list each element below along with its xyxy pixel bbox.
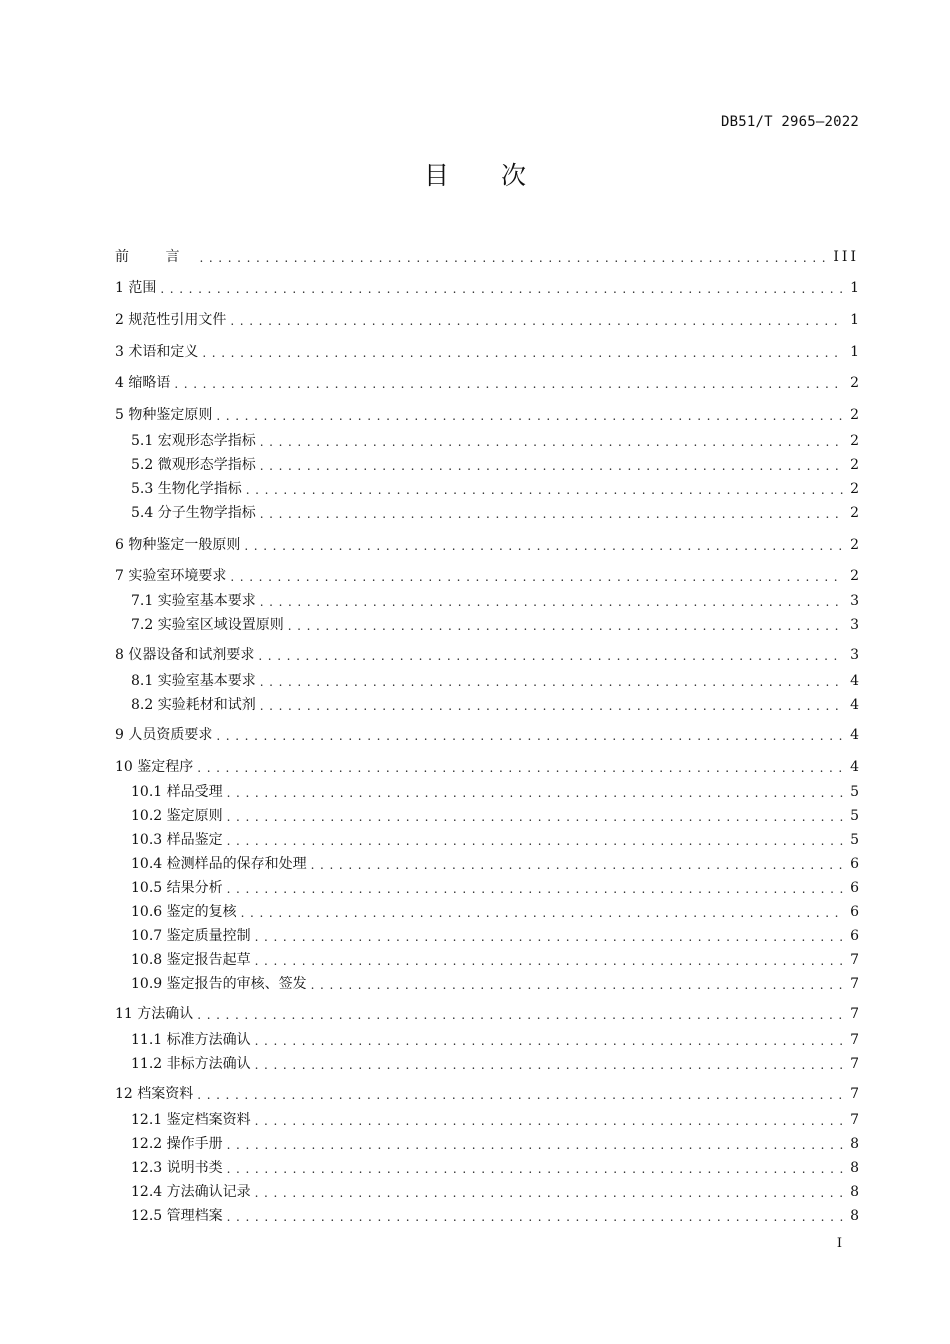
toc-leader-dots xyxy=(197,1084,844,1104)
toc-leader-dots xyxy=(227,830,844,850)
toc-leader-dots xyxy=(197,757,844,777)
toc-entry[interactable] xyxy=(131,591,859,611)
toc-entry-page: 6 xyxy=(850,856,859,872)
toc-entry-label: 2 规范性引用文件 xyxy=(115,312,227,328)
toc-leader-dots xyxy=(216,405,844,425)
toc-entry[interactable] xyxy=(131,878,859,898)
toc-entry-label: 11 方法确认 xyxy=(115,1006,194,1022)
toc-entry-label: 12.4 方法确认记录 xyxy=(131,1184,251,1200)
toc-entry-label: 10.4 检测样品的保存和处理 xyxy=(131,856,307,872)
toc-entry-page: 8 xyxy=(850,1184,859,1200)
toc-entry-page: 7 xyxy=(850,976,859,992)
toc-leader-dots xyxy=(255,1110,844,1130)
toc-entry-label: 11.2 非标方法确认 xyxy=(131,1056,251,1072)
toc-entry-page: 2 xyxy=(850,505,859,521)
toc-entry[interactable] xyxy=(131,1158,859,1178)
toc-entry[interactable] xyxy=(131,503,859,523)
toc-entry-label: 7 实验室环境要求 xyxy=(115,568,227,584)
toc-entry[interactable] xyxy=(131,902,859,922)
toc-entry[interactable] xyxy=(115,405,859,425)
toc-entry[interactable] xyxy=(115,278,859,298)
toc-entry[interactable] xyxy=(131,1054,859,1074)
toc-entry[interactable] xyxy=(131,615,859,635)
toc-entry-label: 10.7 鉴定质量控制 xyxy=(131,928,251,944)
toc-entry-label: 1 范围 xyxy=(115,280,157,296)
toc-entry[interactable] xyxy=(131,926,859,946)
toc-leader-dots xyxy=(258,645,844,665)
toc-title: 目 次 xyxy=(424,161,548,190)
toc-entry-label: 前 言 xyxy=(115,249,196,265)
toc-entry-label: 10.6 鉴定的复核 xyxy=(131,904,237,920)
toc-entry[interactable] xyxy=(131,854,859,874)
toc-entry-page: 7 xyxy=(850,1086,859,1102)
toc-leader-dots xyxy=(227,1206,844,1226)
toc-entry-page: 1 xyxy=(850,312,859,328)
toc-leader-dots xyxy=(227,782,844,802)
toc-entry[interactable] xyxy=(131,479,859,499)
toc-leader-dots xyxy=(255,1054,844,1074)
toc-entry[interactable] xyxy=(115,757,859,777)
toc-entry-page: 4 xyxy=(850,727,859,743)
toc-leader-dots xyxy=(227,878,844,898)
toc-entry-label: 7.2 实验室区域设置原则 xyxy=(131,617,284,633)
toc-entry-label: 10.3 样品鉴定 xyxy=(131,832,223,848)
toc-leader-dots xyxy=(311,974,844,994)
toc-entry[interactable] xyxy=(131,1134,859,1154)
toc-entry-label: 8 仪器设备和试剂要求 xyxy=(115,647,255,663)
toc-entry-page: 1 xyxy=(850,280,859,296)
toc-entry-label: 10.9 鉴定报告的审核、签发 xyxy=(131,976,307,992)
toc-entry-label: 5 物种鉴定原则 xyxy=(115,407,213,423)
toc-entry-page: 6 xyxy=(850,928,859,944)
toc-entry-label: 12.2 操作手册 xyxy=(131,1136,223,1152)
toc-entry-page: 4 xyxy=(850,759,859,775)
toc-leader-dots xyxy=(288,615,844,635)
toc-leader-dots xyxy=(255,950,844,970)
toc-entry-label: 12 档案资料 xyxy=(115,1086,194,1102)
toc-entry-page: 4 xyxy=(850,697,859,713)
toc-leader-dots xyxy=(260,455,844,475)
toc-entry[interactable] xyxy=(131,830,859,850)
toc-entry-page: 6 xyxy=(850,904,859,920)
toc-entry-page: 8 xyxy=(850,1160,859,1176)
toc-leader-dots xyxy=(227,1158,844,1178)
toc-leader-dots xyxy=(230,310,844,330)
toc-entry-page: 4 xyxy=(850,673,859,689)
toc-entry[interactable] xyxy=(115,247,859,267)
document-code: DB51/T 2965—2022 xyxy=(720,114,859,130)
toc-entry-label: 5.4 分子生物学指标 xyxy=(131,505,256,521)
toc-entry-label: 12.1 鉴定档案资料 xyxy=(131,1112,251,1128)
toc-entry-page: 5 xyxy=(850,784,859,800)
toc-entry[interactable] xyxy=(115,373,859,393)
toc-entry-page: 2 xyxy=(850,537,859,553)
toc-entry-page: 7 xyxy=(850,1032,859,1048)
toc-entry[interactable] xyxy=(115,645,859,665)
toc-leader-dots xyxy=(216,725,844,745)
toc-entry-page: 7 xyxy=(850,1056,859,1072)
toc-entry-label: 10 鉴定程序 xyxy=(115,759,194,775)
toc-entry[interactable] xyxy=(131,1030,859,1050)
toc-entry-page: 3 xyxy=(850,593,859,609)
toc-entry-page: 2 xyxy=(850,407,859,423)
toc-entry[interactable] xyxy=(131,671,859,691)
toc-entry-page: 2 xyxy=(850,568,859,584)
toc-entry[interactable] xyxy=(131,455,859,475)
toc-leader-dots xyxy=(260,591,844,611)
page-number: I xyxy=(836,1236,842,1251)
toc-entry-label: 4 缩略语 xyxy=(115,375,171,391)
toc-entry-page: III xyxy=(833,249,859,265)
toc-entry[interactable] xyxy=(115,725,859,745)
toc-leader-dots xyxy=(227,1134,844,1154)
toc-entry-page: 8 xyxy=(850,1136,859,1152)
toc-entry[interactable] xyxy=(115,535,859,555)
toc-leader-dots xyxy=(260,671,844,691)
toc-entry-page: 8 xyxy=(850,1208,859,1224)
toc-leader-dots xyxy=(255,1030,844,1050)
toc-entry-label: 10.1 样品受理 xyxy=(131,784,223,800)
toc-entry[interactable] xyxy=(115,310,859,330)
toc-entry-page: 2 xyxy=(850,481,859,497)
toc-entry-label: 10.8 鉴定报告起草 xyxy=(131,952,251,968)
toc-entry[interactable] xyxy=(115,566,859,586)
toc-entry[interactable] xyxy=(131,1206,859,1226)
toc-entry-label: 11.1 标准方法确认 xyxy=(131,1032,251,1048)
toc-entry-page: 2 xyxy=(850,375,859,391)
toc-entry-label: 7.1 实验室基本要求 xyxy=(131,593,256,609)
toc-entry-label: 12.5 管理档案 xyxy=(131,1208,223,1224)
toc-entry-label: 5.3 生物化学指标 xyxy=(131,481,242,497)
toc-entry[interactable] xyxy=(131,974,859,994)
toc-entry-label: 9 人员资质要求 xyxy=(115,727,213,743)
toc-entry-label: 8.1 实验室基本要求 xyxy=(131,673,256,689)
toc-leader-dots xyxy=(230,566,844,586)
toc-entry-page: 5 xyxy=(850,808,859,824)
toc-leader-dots xyxy=(255,926,844,946)
toc-entry-page: 7 xyxy=(850,1006,859,1022)
toc-entry-label: 10.2 鉴定原则 xyxy=(131,808,223,824)
toc-entry[interactable] xyxy=(115,1004,859,1024)
toc-entry-page: 2 xyxy=(850,457,859,473)
toc-entry-label: 5.2 微观形态学指标 xyxy=(131,457,256,473)
toc-entry[interactable] xyxy=(131,1182,859,1202)
toc-leader-dots xyxy=(260,431,844,451)
toc-leader-dots xyxy=(255,1182,844,1202)
toc-leader-dots xyxy=(227,806,844,826)
toc-entry[interactable] xyxy=(115,342,859,362)
toc-entry-page: 2 xyxy=(850,433,859,449)
toc-entry-page: 6 xyxy=(850,880,859,896)
toc-leader-dots xyxy=(260,503,844,523)
toc-entry-label: 6 物种鉴定一般原则 xyxy=(115,537,241,553)
toc-leader-dots xyxy=(174,373,844,393)
toc-entry-page: 3 xyxy=(850,617,859,633)
toc-leader-dots xyxy=(160,278,844,298)
toc-entry-label: 8.2 实验耗材和试剂 xyxy=(131,697,256,713)
toc-entry-label: 12.3 说明书类 xyxy=(131,1160,223,1176)
toc-entry[interactable] xyxy=(131,431,859,451)
toc-entry-page: 7 xyxy=(850,952,859,968)
toc-entry[interactable] xyxy=(131,950,859,970)
toc-leader-dots xyxy=(199,247,827,267)
toc-leader-dots xyxy=(244,535,844,555)
toc-entry[interactable] xyxy=(131,1110,859,1130)
toc-entry-label: 10.5 结果分析 xyxy=(131,880,223,896)
toc-leader-dots xyxy=(197,1004,844,1024)
toc-leader-dots xyxy=(202,342,844,362)
table-of-contents xyxy=(115,0,859,1344)
toc-entry-page: 5 xyxy=(850,832,859,848)
toc-entry-page: 3 xyxy=(850,647,859,663)
toc-entry[interactable] xyxy=(131,782,859,802)
toc-leader-dots xyxy=(311,854,844,874)
toc-entry[interactable] xyxy=(131,806,859,826)
toc-entry[interactable] xyxy=(131,695,859,715)
toc-entry[interactable] xyxy=(115,1084,859,1104)
toc-leader-dots xyxy=(260,695,844,715)
toc-entry-page: 7 xyxy=(850,1112,859,1128)
toc-leader-dots xyxy=(246,479,844,499)
toc-leader-dots xyxy=(241,902,844,922)
toc-entry-label: 3 术语和定义 xyxy=(115,344,199,360)
toc-entry-page: 1 xyxy=(850,344,859,360)
toc-entry-label: 5.1 宏观形态学指标 xyxy=(131,433,256,449)
